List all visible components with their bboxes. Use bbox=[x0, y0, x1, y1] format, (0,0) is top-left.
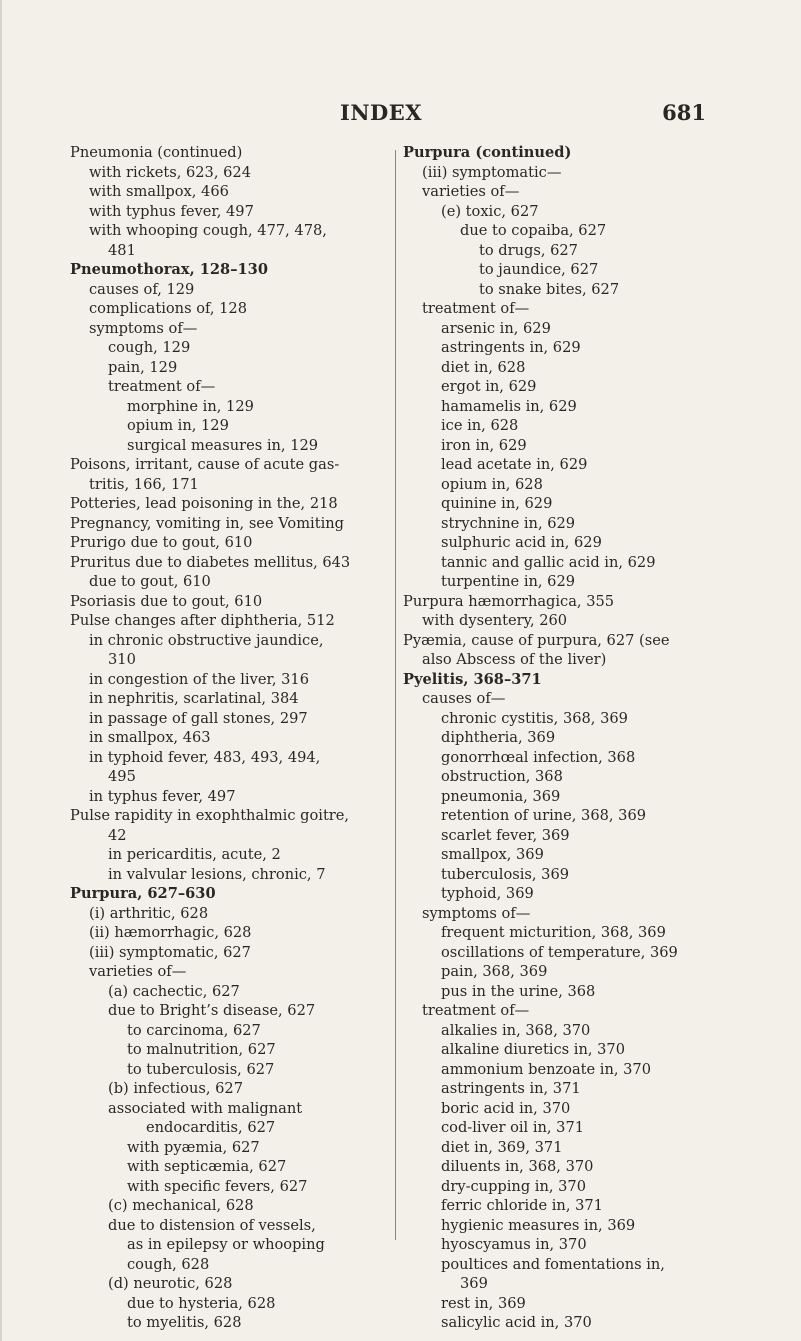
index-subentry: with rickets, 623, 624 bbox=[89, 163, 251, 181]
index-heading: Potteries, lead poisoning in the, 218 bbox=[70, 495, 338, 512]
index-subentry: due to distension of vessels, bbox=[108, 1216, 316, 1234]
index-subentry: in chronic obstructive jaundice, bbox=[89, 631, 324, 649]
index-subentry: tannic and gallic acid in, 629 bbox=[441, 553, 656, 571]
index-subentry: opium in, 628 bbox=[441, 475, 543, 493]
index-subentry: turpentine in, 629 bbox=[441, 573, 576, 590]
index-subentry: in typhoid fever, 483, 493, 494, bbox=[89, 748, 321, 766]
index-subentry: (e) toxic, 627 bbox=[441, 202, 539, 220]
index-subentry: lead acetate in, 629 bbox=[441, 456, 588, 473]
index-subentry: 481 bbox=[108, 241, 136, 259]
index-subentry: treatment of— bbox=[422, 1002, 530, 1019]
index-subentry: (iii) symptomatic, 627 bbox=[89, 943, 251, 961]
index-subentry: with smallpox, 466 bbox=[89, 183, 229, 200]
index-subentry: chronic cystitis, 368, 369 bbox=[441, 709, 628, 727]
index-heading: Pneumonia (continued) bbox=[70, 144, 243, 161]
index-subentry: with whooping cough, 477, 478, bbox=[89, 222, 327, 239]
index-subentry: with dysentery, 260 bbox=[422, 612, 568, 629]
index-subentry: (ii) hæmorrhagic, 628 bbox=[89, 924, 252, 941]
index-subentry: alkalies in, 368, 370 bbox=[441, 1021, 591, 1039]
index-subentry: diluents in, 368, 370 bbox=[441, 1158, 594, 1175]
index-subentry: 369 bbox=[460, 1275, 488, 1292]
index-subentry: with septicæmia, 627 bbox=[127, 1158, 287, 1175]
page-header bbox=[0, 100, 801, 130]
index-subentry: endocarditis, 627 bbox=[146, 1119, 276, 1136]
index-heading: Pyelitis, 368–371 bbox=[403, 670, 542, 688]
index-subentry: scarlet fever, 369 bbox=[441, 826, 570, 844]
index-subentry: boric acid in, 370 bbox=[441, 1099, 571, 1117]
page-number: 681 bbox=[662, 100, 706, 125]
index-subentry: oscillations of temperature, 369 bbox=[441, 943, 678, 961]
index-subentry: retention of urine, 368, 369 bbox=[441, 807, 647, 824]
index-heading: Pyæmia, cause of purpura, 627 (see bbox=[403, 631, 670, 649]
index-subentry: to jaundice, 627 bbox=[479, 261, 599, 278]
index-subentry: in congestion of the liver, 316 bbox=[89, 670, 309, 688]
index-heading: Prurigo due to gout, 610 bbox=[70, 534, 253, 551]
index-subentry: astringents in, 371 bbox=[441, 1080, 581, 1097]
index-subentry: in valvular lesions, chronic, 7 bbox=[108, 865, 326, 883]
index-subentry: strychnine in, 629 bbox=[441, 514, 576, 532]
index-subentry: diet in, 369, 371 bbox=[441, 1138, 563, 1156]
index-heading: Purpura, 627–630 bbox=[70, 885, 216, 902]
index-subentry: to carcinoma, 627 bbox=[127, 1021, 261, 1039]
index-heading: Pulse changes after diphtheria, 512 bbox=[70, 612, 335, 629]
index-subentry: 310 bbox=[108, 651, 136, 668]
index-subentry: pain, 129 bbox=[108, 358, 178, 376]
index-subentry: ammonium benzoate in, 370 bbox=[441, 1060, 651, 1078]
index-subentry: iron in, 629 bbox=[441, 436, 527, 454]
index-subentry: in passage of gall stones, 297 bbox=[89, 709, 308, 727]
index-subentry: to myelitis, 628 bbox=[127, 1314, 242, 1331]
index-subentry: obstruction, 368 bbox=[441, 768, 563, 785]
index-subentry: cough, 628 bbox=[127, 1255, 210, 1273]
index-column-right bbox=[403, 143, 703, 1333]
index-subentry: pneumonia, 369 bbox=[441, 787, 561, 805]
index-subentry: alkaline diuretics in, 370 bbox=[441, 1041, 625, 1058]
index-subentry: to drugs, 627 bbox=[479, 241, 578, 259]
index-subentry: cod-liver oil in, 371 bbox=[441, 1119, 585, 1136]
index-subentry: cough, 129 bbox=[108, 339, 191, 356]
index-subentry: arsenic in, 629 bbox=[441, 319, 551, 337]
index-subentry: to snake bites, 627 bbox=[479, 280, 620, 298]
index-heading: Poisons, irritant, cause of acute gas- bbox=[70, 456, 340, 473]
index-subentry: pus in the urine, 368 bbox=[441, 982, 596, 1000]
index-subentry: symptoms of— bbox=[422, 904, 531, 922]
running-title: INDEX bbox=[340, 100, 423, 125]
index-subentry: (i) arthritic, 628 bbox=[89, 904, 209, 922]
index-subentry: ergot in, 629 bbox=[441, 378, 537, 395]
index-subentry: due to copaiba, 627 bbox=[460, 222, 607, 239]
index-subentry: treatment of— bbox=[108, 378, 216, 395]
page-edge bbox=[0, 0, 2, 1341]
column-divider bbox=[395, 150, 396, 1240]
index-subentry: sulphuric acid in, 629 bbox=[441, 534, 602, 551]
index-subentry: (b) infectious, 627 bbox=[108, 1080, 243, 1097]
index-subentry: astringents in, 629 bbox=[441, 339, 581, 356]
index-subentry: varieties of— bbox=[422, 183, 520, 200]
index-subentry: due to gout, 610 bbox=[89, 573, 211, 590]
index-heading: Purpura hæmorrhagica, 355 bbox=[403, 592, 615, 610]
index-subentry: due to Bright’s disease, 627 bbox=[108, 1002, 316, 1019]
index-subentry: hygienic measures in, 369 bbox=[441, 1216, 636, 1234]
index-subentry: morphine in, 129 bbox=[127, 397, 254, 415]
index-subentry: dry-cupping in, 370 bbox=[441, 1177, 586, 1195]
index-subentry: tuberculosis, 369 bbox=[441, 865, 570, 883]
index-subentry: also Abscess of the liver) bbox=[422, 651, 607, 668]
index-subentry: 42 bbox=[108, 826, 127, 844]
index-subentry: rest in, 369 bbox=[441, 1294, 526, 1312]
index-subentry: (c) mechanical, 628 bbox=[108, 1197, 254, 1214]
index-subentry: frequent micturition, 368, 369 bbox=[441, 924, 666, 941]
index-subentry: diet in, 628 bbox=[441, 358, 526, 376]
index-subentry: surgical measures in, 129 bbox=[127, 436, 319, 454]
index-subentry: with pyæmia, 627 bbox=[127, 1138, 260, 1156]
index-column-left bbox=[70, 143, 390, 1333]
index-subentry: associated with malignant bbox=[108, 1099, 303, 1117]
index-subentry: complications of, 128 bbox=[89, 300, 247, 317]
index-subentry: causes of, 129 bbox=[89, 280, 195, 298]
index-subentry: typhoid, 369 bbox=[441, 885, 534, 902]
index-subentry: ice in, 628 bbox=[441, 417, 519, 434]
index-subentry: as in epilepsy or whooping bbox=[127, 1236, 325, 1253]
index-subentry: to tuberculosis, 627 bbox=[127, 1060, 275, 1078]
index-subentry: symptoms of— bbox=[89, 319, 198, 337]
index-subentry: smallpox, 369 bbox=[441, 846, 544, 863]
index-subentry: pain, 368, 369 bbox=[441, 963, 548, 980]
index-subentry: diphtheria, 369 bbox=[441, 729, 556, 746]
index-subentry: in smallpox, 463 bbox=[89, 729, 211, 746]
index-subentry: hamamelis in, 629 bbox=[441, 397, 577, 415]
index-subentry: gonorrhœal infection, 368 bbox=[441, 748, 636, 766]
index-subentry: with specific fevers, 627 bbox=[127, 1177, 308, 1195]
index-subentry: (a) cachectic, 627 bbox=[108, 982, 240, 1000]
index-subentry: tritis, 166, 171 bbox=[89, 475, 199, 493]
index-subentry: quinine in, 629 bbox=[441, 495, 553, 512]
index-subentry: (d) neurotic, 628 bbox=[108, 1275, 233, 1292]
index-subentry: opium in, 129 bbox=[127, 417, 229, 434]
index-heading: Pulse rapidity in exophthalmic goitre, bbox=[70, 807, 350, 824]
index-subentry: due to hysteria, 628 bbox=[127, 1294, 276, 1312]
index-subentry: poultices and fomentations in, bbox=[441, 1255, 665, 1273]
index-heading: Pregnancy, vomiting in, see Vomiting bbox=[70, 514, 344, 532]
index-heading: Pneumothorax, 128–130 bbox=[70, 261, 268, 278]
index-subentry: with typhus fever, 497 bbox=[89, 202, 254, 220]
index-heading: Purpura (continued) bbox=[403, 144, 572, 161]
index-subentry: in pericarditis, acute, 2 bbox=[108, 846, 281, 863]
index-subentry: hyoscyamus in, 370 bbox=[441, 1236, 587, 1253]
index-subentry: salicylic acid in, 370 bbox=[441, 1314, 592, 1331]
index-subentry: in nephritis, scarlatinal, 384 bbox=[89, 690, 299, 707]
index-subentry: in typhus fever, 497 bbox=[89, 787, 236, 805]
index-subentry: varieties of— bbox=[89, 963, 187, 980]
index-heading: Psoriasis due to gout, 610 bbox=[70, 592, 263, 610]
index-subentry: causes of— bbox=[422, 690, 506, 707]
index-heading: Pruritus due to diabetes mellitus, 643 bbox=[70, 553, 351, 571]
index-subentry: to malnutrition, 627 bbox=[127, 1041, 276, 1058]
index-subentry: 495 bbox=[108, 768, 136, 785]
index-subentry: (iii) symptomatic— bbox=[422, 163, 562, 181]
index-subentry: treatment of— bbox=[422, 300, 530, 317]
index-subentry: ferric chloride in, 371 bbox=[441, 1197, 603, 1214]
